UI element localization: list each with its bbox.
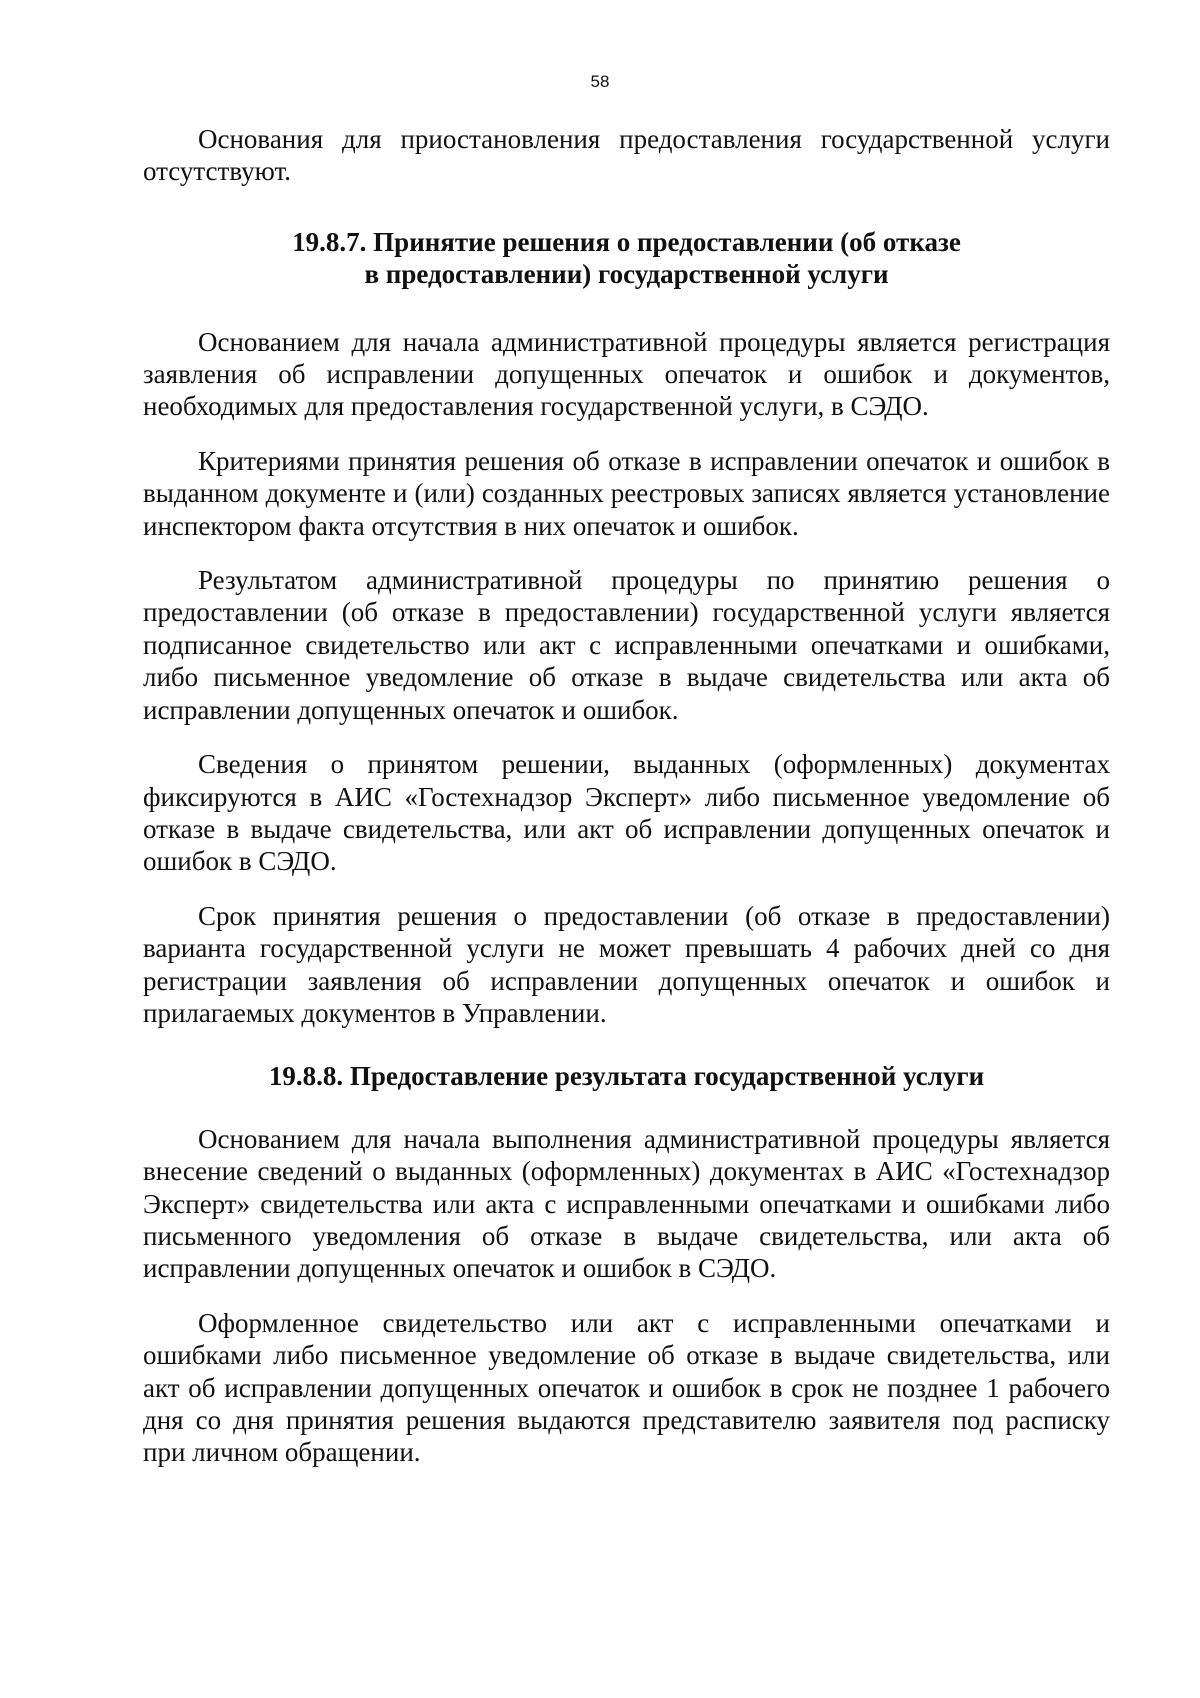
paragraph: Критериями принятия решения об отказе в исправлении опечаток и ошибок в выданном документе и (или) созданных реестровых записях является установление инспектором факта отсутствия в них опечаток и ошибок. — [143, 445, 1110, 541]
paragraph: Срок принятия решения о предоставлении (об отказе в предоставлении) варианта государственной услуги не может превышать 4 рабочих дней со дня регистрации заявления об исправлении допущенных опечаток и ошибок и прилагаемых документов в Управлении. — [143, 900, 1110, 1028]
paragraph: Оформленное свидетельство или акт с исправленными опечатками и ошибками либо письменное уведомление об отказе в выдаче свидетельства, или акт об исправлении допущенных опечаток и ошибок в срок не позднее 1 рабочего дня со дня принятия решения выдаются представителю заявителя под расписку при личном обращении. — [143, 1307, 1110, 1468]
section-heading-19-8-8: 19.8.8. Предоставление результата государственной услуги — [268, 1061, 985, 1092]
section-heading-line: в предоставлении) государственной услуги — [364, 259, 889, 290]
page-number: 58 — [590, 72, 610, 91]
intro-paragraph: Основания для приостановления предоставления государственной услуги отсутствуют. — [143, 124, 1110, 187]
paragraph: Основанием для начала административной процедуры является регистрация заявления об исправлении допущенных опечаток и ошибок и документов, необходимых для предоставления государственной услуги, в СЭДО. — [143, 326, 1110, 422]
section-heading-line: 19.8.7. Принятие решения о предоставлении (об отказе — [292, 226, 961, 257]
paragraph: Результатом административной процедуры по принятию решения о предоставлении (об отказе в предоставлении) государственной услуги является подписанное свидетельство или акт с исправленными опечатками и ошибками, либо письменное уведомление об отказе в выдаче свидетельства или акта об исправлении допущенных опечаток и ошибок. — [143, 565, 1110, 725]
section-heading-19-8-7 — [143, 226, 1110, 291]
paragraph: Основанием для начала выполнения административной процедуры является внесение сведений о выданных (оформленных) документах в АИС «Гостехнадзор Эксперт» свидетельства или акта с исправленными опечатками и ошибками либо письменного уведомления об отказе в выдаче свидетельства, или акта об исправлении допущенных опечаток и ошибок в СЭДО. — [143, 1123, 1110, 1284]
document-body — [143, 123, 1110, 1491]
paragraph: Сведения о принятом решении, выданных (оформленных) документах фиксируются в АИС «Гостехнадзор Эксперт» либо письменное уведомление об отказе в выдаче свидетельства, или акт об исправлении допущенных опечаток и ошибок в СЭДО. — [143, 749, 1110, 877]
